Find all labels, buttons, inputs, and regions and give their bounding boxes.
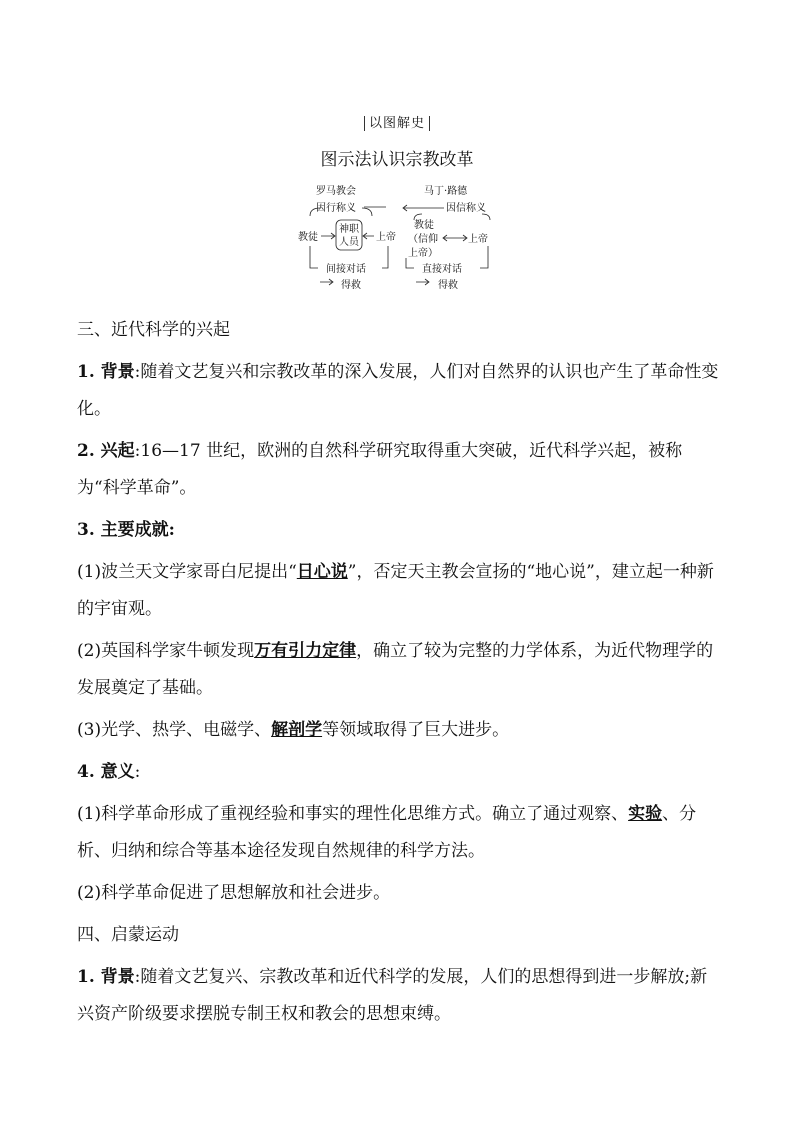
s4-background [77, 959, 721, 1033]
s3-significance-label [77, 754, 721, 791]
significance-1 [77, 796, 721, 870]
left-salvation: 得救 [341, 280, 361, 291]
achievement-2 [77, 633, 721, 707]
left-priest1: 神职 [339, 224, 359, 235]
right-arrow-salvation [416, 279, 429, 285]
right-top2: 因信称义 [446, 203, 486, 214]
right-arrow-top [403, 205, 444, 211]
right-top1: 马丁·路德 [424, 186, 468, 197]
achievement-1-post: ”，否定天主教会宣扬的“地心说”，建立起一种新的宇宙观。 [77, 562, 714, 619]
significance-1-pre: (1)科学革命形成了重视经验和事实的理性化思维方式。确立了通过观察、 [77, 804, 629, 824]
s3-title: 三、近代科学的兴起 [77, 320, 230, 340]
right-arrow-faith-god [443, 235, 467, 241]
right-salvation: 得救 [438, 280, 458, 291]
left-top2: 因行称义 [316, 203, 356, 214]
s3-background-text: :随着文艺复兴和宗教改革的深入发展，人们对自然界的认识也产生了革命性变化。 [77, 362, 719, 419]
achievement-3 [77, 712, 721, 749]
significance-1-post: 、分析、归纳和综合等基本途径发现自然规律的科学方法。 [77, 804, 697, 861]
achievement-2-key: 万有引力定律 [254, 641, 357, 661]
left-arrow-believer-priest [321, 233, 335, 239]
left-arrow-salvation [320, 279, 333, 285]
significance-1-key: 实验 [628, 804, 663, 824]
achievement-1-pre: (1)波兰天文学家哥白尼提出“ [77, 562, 297, 582]
s3-significance-colon: : [134, 762, 141, 782]
s4-title: 四、启蒙运动 [77, 925, 179, 945]
achievement-3-post: 等领域取得了巨大进步。 [322, 720, 510, 740]
right-god: 上帝 [468, 234, 488, 245]
achievement-1 [77, 554, 721, 628]
right-faith1: （信仰 [408, 234, 438, 245]
achievement-1-key: 日心说 [296, 562, 348, 582]
s3-background-label: 1. 背景 [77, 362, 135, 382]
section-tag-label: 以图解史 [364, 116, 430, 131]
left-dialog: 间接对话 [326, 264, 366, 275]
left-arrow-priest-god [363, 233, 374, 239]
section-tag [0, 112, 794, 131]
left-believer: 教徒 [298, 232, 318, 243]
achievement-2-pre: (2)英国科学家牛顿发现 [77, 641, 255, 661]
achievement-2-post: ，确立了较为完整的力学体系，为近代物理学的发展奠定了基础。 [77, 641, 714, 698]
achievement-3-key: 解剖学 [271, 720, 323, 740]
achievement-3-pre: (3)光学、热学、电磁学、 [77, 720, 272, 740]
left-god: 上帝 [376, 232, 396, 243]
significance-2: (2)科学革命促进了思想解放和社会进步。 [77, 883, 391, 903]
right-dialog: 直接对话 [422, 264, 462, 275]
s3-achievements-label: 3. 主要成就: [77, 520, 175, 540]
right-faith2: 上帝） [408, 248, 438, 259]
diagram-title: 图示法认识宗教改革 [320, 150, 474, 170]
s3-rise-text: :16—17 世纪，欧洲的自然科学研究取得重大突破，近代科学兴起，被称为“科学革命”。 [77, 441, 683, 498]
s4-background-text: :随着文艺复兴、宗教改革和近代科学的发展，人们的思想得到进一步解放;新兴资产阶级要求摆脱专制王权和教会的思想束缚。 [77, 967, 708, 1024]
left-top1: 罗马教会 [316, 186, 356, 197]
s3-rise [77, 433, 721, 507]
left-priest2: 人员 [339, 237, 359, 248]
s3-background [77, 354, 721, 428]
s3-rise-label: 2. 兴起 [77, 441, 135, 461]
s3-significance-label-text: 4. 意义 [77, 762, 135, 782]
reformation-diagram [296, 180, 496, 292]
s4-background-label: 1. 背景 [77, 967, 135, 987]
right-believer: 教徒 [414, 220, 434, 231]
main-content [77, 312, 721, 1038]
